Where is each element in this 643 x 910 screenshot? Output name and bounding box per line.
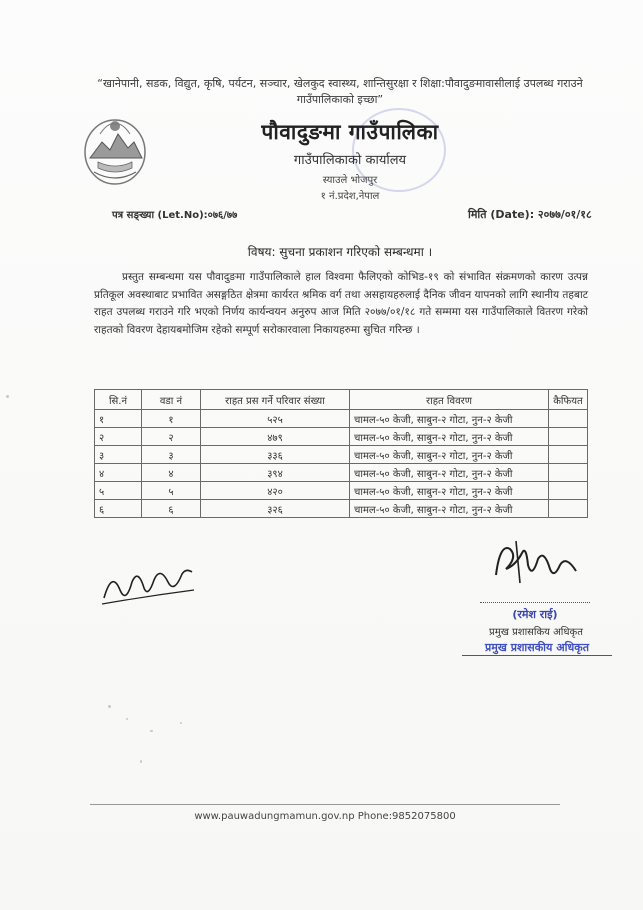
relief-distribution-table xyxy=(94,389,588,518)
scan-speck xyxy=(126,718,128,720)
address-line-1: स्याउले भोजपुर xyxy=(322,175,378,186)
cell-ward: ६ xyxy=(142,500,201,518)
cell-remarks xyxy=(549,482,588,500)
scan-speck xyxy=(108,705,111,708)
table-row xyxy=(95,482,588,500)
cell-serial: ३ xyxy=(95,446,142,464)
letter-body: प्रस्तुत सम्बन्धमा यस पौवादुङमा गाउँपालिकाले हाल विश्वमा फैलिएको कोभिड-१९ को संभावित संक्रमणको कारण उत्पन्न प्रतिकूल अवस्थाबाट प्रभावित असङ्गठित क्षेत्रमा कार्यरत श्रमिक वर्ग तथा असहायहरुलाई दैनिक जीवन यापनको लागि स्थानीय तहबाट राहत उपलब्ध गराउने गरि भएको निर्णय कार्यन्वयन अनुरुप आज मिति २०७७/०१/१८ गते सम्ममा यस गाउँपालिकाले वितरण गरेको राहतको विवरण देहायबमोजिम रहेको सम्पूर्ण सरोकारवाला निकायहरुमा सुचित गरिन्छ । xyxy=(94,271,588,336)
cell-families: ३३६ xyxy=(201,446,350,464)
cell-families: ३२६ xyxy=(201,500,350,518)
header-details: राहत विवरण xyxy=(350,390,549,410)
cell-remarks xyxy=(549,446,588,464)
footer-divider xyxy=(90,804,560,805)
cell-families: ४२० xyxy=(201,482,350,500)
cell-serial: १ xyxy=(95,410,142,428)
scan-speck xyxy=(150,730,153,732)
cell-remarks xyxy=(549,464,588,482)
header-remarks: कैफियत xyxy=(549,390,588,410)
scan-speck xyxy=(180,722,182,724)
cell-details: चामल-५० केजी, साबुन-२ गोटा, नुन-२ केजी xyxy=(350,464,549,482)
cell-families: ४७९ xyxy=(201,428,350,446)
cell-families: ५२५ xyxy=(201,410,350,428)
signature-line xyxy=(480,602,590,603)
address-line-2: १ नं.प्रदेश,नेपाल xyxy=(320,191,380,202)
cell-serial: २ xyxy=(95,428,142,446)
cell-ward: ४ xyxy=(142,464,201,482)
officer-name: (रमेश राई) xyxy=(512,608,558,621)
handwritten-signature-left xyxy=(98,560,198,610)
scan-speck xyxy=(6,395,9,398)
cell-remarks xyxy=(549,410,588,428)
table-row xyxy=(95,500,588,518)
municipality-title: पौवादुङमा गाउँपालिका xyxy=(261,120,439,144)
cell-details: चामल-५० केजी, साबुन-२ गोटा, नुन-२ केजी xyxy=(350,482,549,500)
footer-contact: www.pauwadungmamun.gov.np Phone:9852075800 xyxy=(194,811,456,822)
table-row xyxy=(95,446,588,464)
cell-details: चामल-५० केजी, साबुन-२ गोटा, नुन-२ केजी xyxy=(350,446,549,464)
letter-subject: विषय: सुचना प्रकाशन गरिएको सम्बन्धमा । xyxy=(247,245,433,259)
letter-date: मिति (Date): २०७७/०१/१८ xyxy=(468,208,592,221)
officer-stamp: प्रमुख प्रशासकीय अधिकृत xyxy=(462,640,612,656)
table-header-row xyxy=(95,390,588,410)
letter-number: पत्र सङ्ख्या (Let.No):०७६/७७ xyxy=(112,210,238,221)
table-row xyxy=(95,428,588,446)
cell-serial: ५ xyxy=(95,482,142,500)
table-row xyxy=(95,410,588,428)
table-row xyxy=(95,464,588,482)
cell-ward: ५ xyxy=(142,482,201,500)
header-serial: सि.नं xyxy=(95,390,142,410)
cell-details: चामल-५० केजी, साबुन-२ गोटा, नुन-२ केजी xyxy=(350,500,549,518)
cell-serial: ४ xyxy=(95,464,142,482)
cell-remarks xyxy=(549,500,588,518)
officer-title: प्रमुख प्रशासकिय अधिकृत xyxy=(489,627,583,638)
cell-ward: २ xyxy=(142,428,201,446)
cell-serial: ६ xyxy=(95,500,142,518)
office-subtitle: गाउँपालिकाको कार्यालय xyxy=(293,153,407,168)
nepal-emblem-icon xyxy=(80,112,150,188)
cell-remarks xyxy=(549,428,588,446)
header-families: राहत प्रस गर्ने परिवार संख्या xyxy=(201,390,350,410)
cell-details: चामल-५० केजी, साबुन-२ गोटा, नुन-२ केजी xyxy=(350,410,549,428)
handwritten-signature-right xyxy=(486,535,586,595)
letterhead-slogan: “खानेपानी, सडक, विद्युत, कृषि, पर्यटन, सञ्चार, खेलकुद स्वास्थ्य, शान्तिसुरक्षा र शिक्षा:पौवादुङमावासीलाई उपलब्ध गराउने गाउँपालिकाको इच्छा” xyxy=(97,77,583,106)
scan-speck xyxy=(140,760,142,763)
cell-ward: १ xyxy=(142,410,201,428)
cell-details: चामल-५० केजी, साबुन-२ गोटा, नुन-२ केजी xyxy=(350,428,549,446)
header-ward: वडा नं xyxy=(142,390,201,410)
cell-families: ३९४ xyxy=(201,464,350,482)
cell-ward: ३ xyxy=(142,446,201,464)
